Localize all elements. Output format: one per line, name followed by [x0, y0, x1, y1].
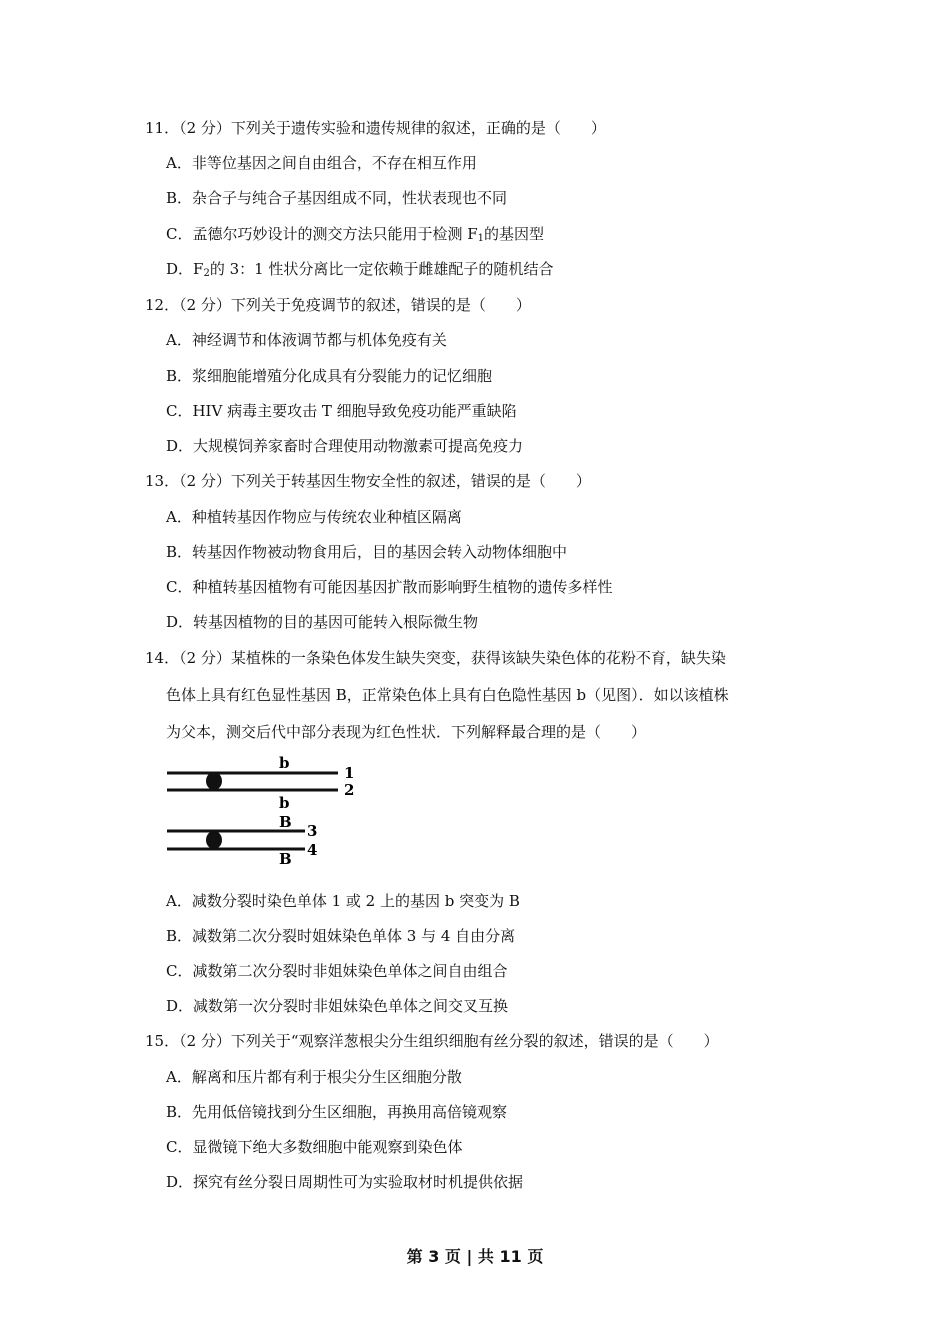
- q14-option-b: B．减数第二次分裂时姐妹染色单体 3 与 4 自由分离: [166, 927, 516, 945]
- q13-option-b: B．转基因作物被动物食用后，目的基因会转入动物体细胞中: [166, 543, 568, 561]
- centromere-top: [206, 772, 222, 790]
- q13-stem: 13．（2 分）下列关于转基因生物安全性的叙述，错误的是（ ）: [145, 472, 591, 490]
- q13-option-a: A．种植转基因作物应与传统农业种植区隔离: [166, 508, 462, 526]
- gene-label: B: [279, 850, 292, 868]
- chromatid-number: 2: [344, 781, 355, 799]
- q11-option-b: B．杂合子与纯合子基因组成不同，性状表现也不同: [166, 189, 508, 207]
- q14-stem-line2: 色体上具有红色显性基因 B，正常染色体上具有白色隐性基因 b（见图）．如以该植株: [166, 686, 729, 704]
- q12-option-d: D．大规模饲养家畜时合理使用动物激素可提高免疫力: [166, 437, 524, 455]
- gene-label: b: [279, 754, 290, 772]
- gene-label: B: [279, 813, 292, 831]
- q14-option-c: C．减数第二次分裂时非姐妹染色单体之间自由组合: [166, 962, 508, 980]
- page-footer: 第 3 页 | 共 11 页: [406, 1247, 544, 1266]
- q12-option-a: A．神经调节和体液调节都与机体免疫有关: [166, 331, 447, 349]
- text: D．F: [166, 260, 204, 278]
- text: C．孟德尔巧妙设计的测交方法只能用于检测 F: [166, 225, 478, 243]
- q15-option-c: C．显微镜下绝大多数细胞中能观察到染色体: [166, 1138, 463, 1156]
- q15-option-a: A．解离和压片都有利于根尖分生区细胞分散: [166, 1068, 462, 1086]
- q14-option-d: D．减数第一次分裂时非姐妹染色单体之间交叉互换: [166, 997, 509, 1015]
- q15-option-d: D．探究有丝分裂日周期性可为实验取材时机提供依据: [166, 1173, 524, 1191]
- chromatid-number: 4: [307, 841, 318, 859]
- q12-stem: 12．（2 分）下列关于免疫调节的叙述，错误的是（ ）: [145, 296, 531, 314]
- q14-stem-line3: 为父本，测交后代中部分表现为红色性状．下列解释最合理的是（ ）: [166, 723, 647, 741]
- subscript: 1: [477, 233, 485, 244]
- q11-stem: 11．（2 分）下列关于遗传实验和遗传规律的叙述，正确的是（ ）: [145, 119, 606, 137]
- q12-option-c: C．HIV 病毒主要攻击 T 细胞导致免疫功能严重缺陷: [166, 402, 517, 420]
- q12-option-b: B．浆细胞能增殖分化成具有分裂能力的记忆细胞: [166, 367, 493, 385]
- q13-option-c: C．种植转基因植物有可能因基因扩散而影响野生植物的遗传多样性: [166, 578, 613, 596]
- q13-option-d: D．转基因植物的目的基因可能转入根际微生物: [166, 613, 479, 631]
- centromere-bottom: [206, 831, 222, 849]
- q14-option-a: A．减数分裂时染色单体 1 或 2 上的基因 b 突变为 B: [166, 892, 520, 910]
- subscript: 2: [203, 268, 210, 279]
- text: 的 3：1 性状分离比一定依赖于雌雄配子的随机结合: [209, 260, 554, 278]
- chromatid-number: 3: [307, 822, 318, 840]
- chromatid-number: 1: [344, 764, 355, 782]
- q11-option-a: A．非等位基因之间自由组合，不存在相互作用: [166, 154, 477, 172]
- q15-stem: 15．（2 分）下列关于“观察洋葱根尖分生组织细胞有丝分裂的叙述，错误的是（ ）: [145, 1032, 719, 1050]
- q14-stem-line1: 14．（2 分）某植株的一条染色体发生缺失突变，获得该缺失染色体的花粉不育，缺失染: [145, 649, 726, 667]
- gene-label: b: [279, 794, 290, 812]
- text: 的基因型: [484, 225, 545, 243]
- q15-option-b: B．先用低倍镜找到分生区细胞，再换用高倍镜观察: [166, 1103, 508, 1121]
